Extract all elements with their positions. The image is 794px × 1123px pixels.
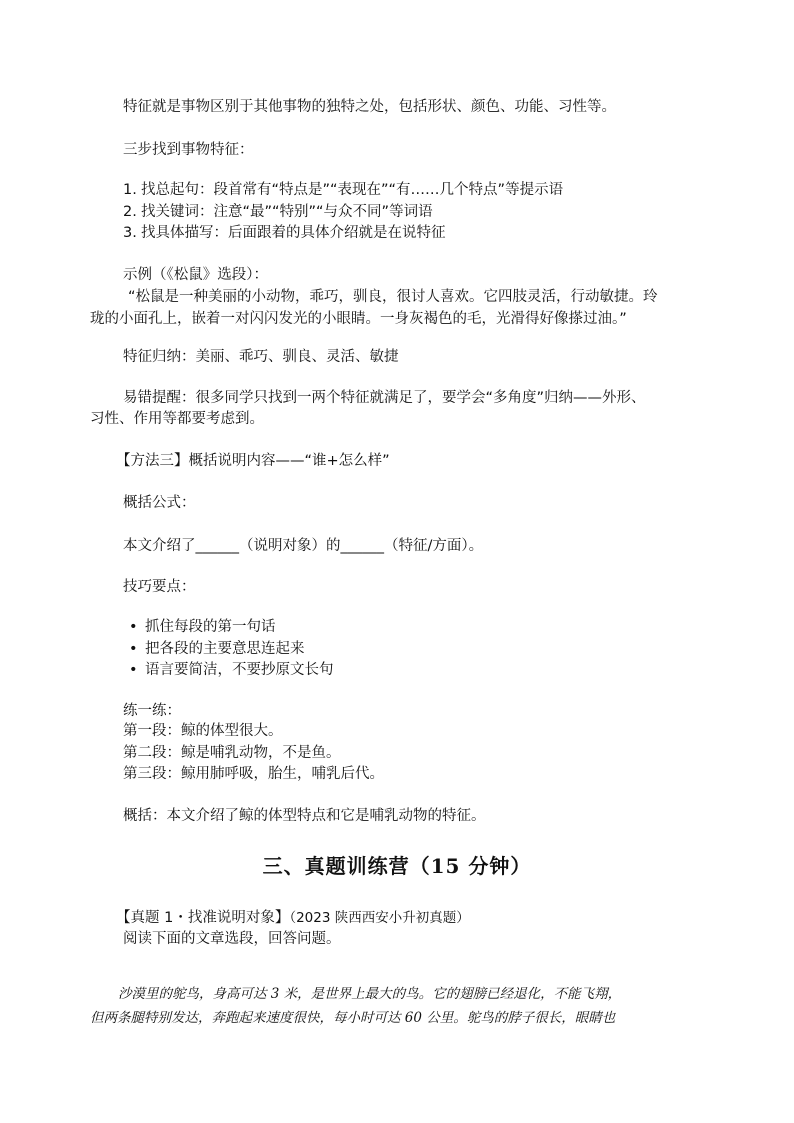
step-item-1 bbox=[123, 180, 563, 201]
question1-heading bbox=[116, 908, 470, 929]
bullet-icon: • bbox=[129, 662, 138, 678]
bullet-icon: • bbox=[129, 641, 138, 657]
tip-item-3 bbox=[129, 660, 334, 681]
practice-line-2: 第二段：鲸是哺乳动物，不是鱼。 bbox=[123, 745, 341, 761]
step-item-3 bbox=[123, 223, 446, 244]
step-item-2 bbox=[123, 202, 433, 223]
step-text: 找关键词：注意“最”“特别”“与众不同”等词语 bbox=[141, 204, 433, 220]
question1-instruction: 阅读下面的文章选段，回答问题。 bbox=[123, 931, 341, 947]
passage-line-1: 沙漠里的鸵鸟，身高可达 3 米，是世界上最大的鸟。它的翅膀已经退化，不能飞翔， bbox=[118, 985, 622, 1002]
section-heading: 三、真题训练营（15 分钟） bbox=[262, 854, 532, 878]
bullet-icon: • bbox=[129, 619, 138, 635]
question1-title: 【真题 1・找准说明对象】 bbox=[116, 910, 290, 926]
practice-line-1: 第一段：鲸的体型很大。 bbox=[123, 723, 283, 739]
tip-item-1 bbox=[129, 617, 276, 638]
example-quote-line-2: 珑的小面孔上，嵌着一对闪闪发光的小眼睛。一身灰褐色的毛，光滑得好像搽过油。” bbox=[90, 311, 627, 327]
practice-line-3: 第三段：鲸用肺呼吸，胎生，哺乳后代。 bbox=[123, 766, 384, 782]
passage-line-2: 但两条腿特别发达，奔跑起来速度很快，每小时可达 60 公里。鸵鸟的脖子很长，眼睛也 bbox=[90, 1009, 616, 1026]
feature-definition: 特征就是事物区别于其他事物的独特之处，包括形状、颜色、功能、习性等。 bbox=[123, 99, 616, 115]
step-number: 3. bbox=[123, 225, 137, 241]
method3-title: 【方法三】概括说明内容——“谁+怎么样” bbox=[116, 453, 390, 469]
practice-answer: 概括：本文介绍了鲸的体型特点和它是哺乳动物的特征。 bbox=[123, 808, 486, 824]
step-number: 1. bbox=[123, 182, 137, 198]
tip-text: 把各段的主要意思连起来 bbox=[145, 641, 305, 657]
step-text: 找具体描写：后面跟着的具体介绍就是在说特征 bbox=[141, 225, 446, 241]
step-number: 2. bbox=[123, 204, 137, 220]
formula-text: 本文介绍了______（说明对象）的______（特征/方面）。 bbox=[123, 538, 484, 554]
warning-line-2: 习性、作用等都要考虑到。 bbox=[90, 411, 264, 427]
step-text: 找总起句：段首常有“特点是”“表现在”“有……几个特点”等提示语 bbox=[141, 182, 564, 198]
example-label: 示例（《松鼠》选段）： bbox=[123, 267, 268, 283]
three-steps-heading: 三步找到事物特征： bbox=[123, 142, 254, 158]
question1-source: （2023 陕西西安小升初真题） bbox=[289, 910, 470, 926]
tip-item-2 bbox=[129, 639, 305, 660]
warning-line-1: 易错提醒：很多同学只找到一两个特征就满足了，要学会“多角度”归纳——外形、 bbox=[123, 390, 646, 406]
example-quote-line-1: “松鼠是一种美丽的小动物，乖巧，驯良，很讨人喜欢。它四肢灵活，行动敏捷。玲 bbox=[128, 289, 658, 305]
tip-text: 抓住每段的第一句话 bbox=[145, 619, 276, 635]
tips-label: 技巧要点： bbox=[123, 579, 196, 595]
feature-summary: 特征归纳：美丽、乖巧、驯良、灵活、敏捷 bbox=[123, 349, 399, 365]
practice-label: 练一练： bbox=[123, 703, 181, 719]
tip-text: 语言要简洁，不要抄原文长句 bbox=[145, 662, 334, 678]
formula-label: 概括公式： bbox=[123, 495, 196, 511]
